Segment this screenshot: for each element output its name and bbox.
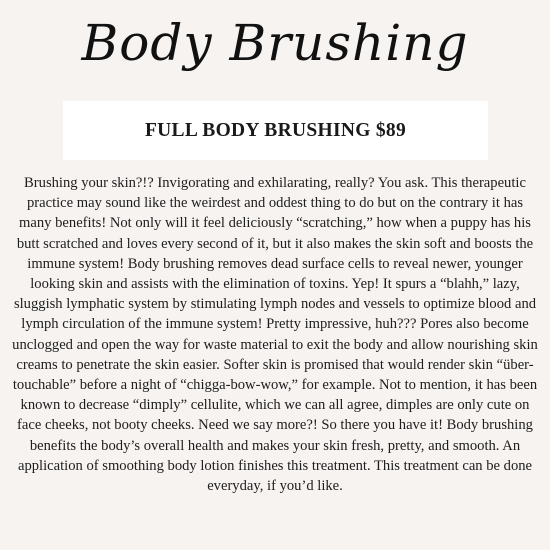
price-banner [63,101,488,160]
service-price-heading: FULL BODY BRUSHING $89 [144,119,407,141]
page-title: Body Brushing [81,14,469,72]
service-description: Brushing your skin?!? Invigorating and exhilarating, really? You ask. This therapeutic practice may sound like the weirdest and oddest thing to do but on the contrary it has many benefits! Not only will it feel deliciously “scratching,” how when a puppy has his butt scratched and loves every second of it, but it also makes the skin soft and boosts the immune system! Body brushing removes dead surface cells to reveal newer, younger looking skin and assists with the elimination of toxins. Yep! It spurs a “blahh,” lazy, sluggish lymphatic system by stimulating lymph nodes and vessels to optimize blood and lymph circulation of the immune system! Pretty impressive, huh??? Pores also become unclogged and open the way for waste material to exit the body and allow nourishing skin creams to penetrate the skin easier. Softer skin is promised that would render skin “über-touchable” before a night of “chigga-bow-wow,” for example. Not to mention, it has been known to decrease “dimply” cellulite, which we can all agree, dimples are only cute on face cheeks, not booty cheeks. Need we say more?! So there you have it! Body brushing benefits the body’s overall health and makes your skin fresh, pretty, and smooth. An application of smoothing body lotion finishes this treatment. This treatment can be done everyday, if you’d like. [12,175,538,495]
